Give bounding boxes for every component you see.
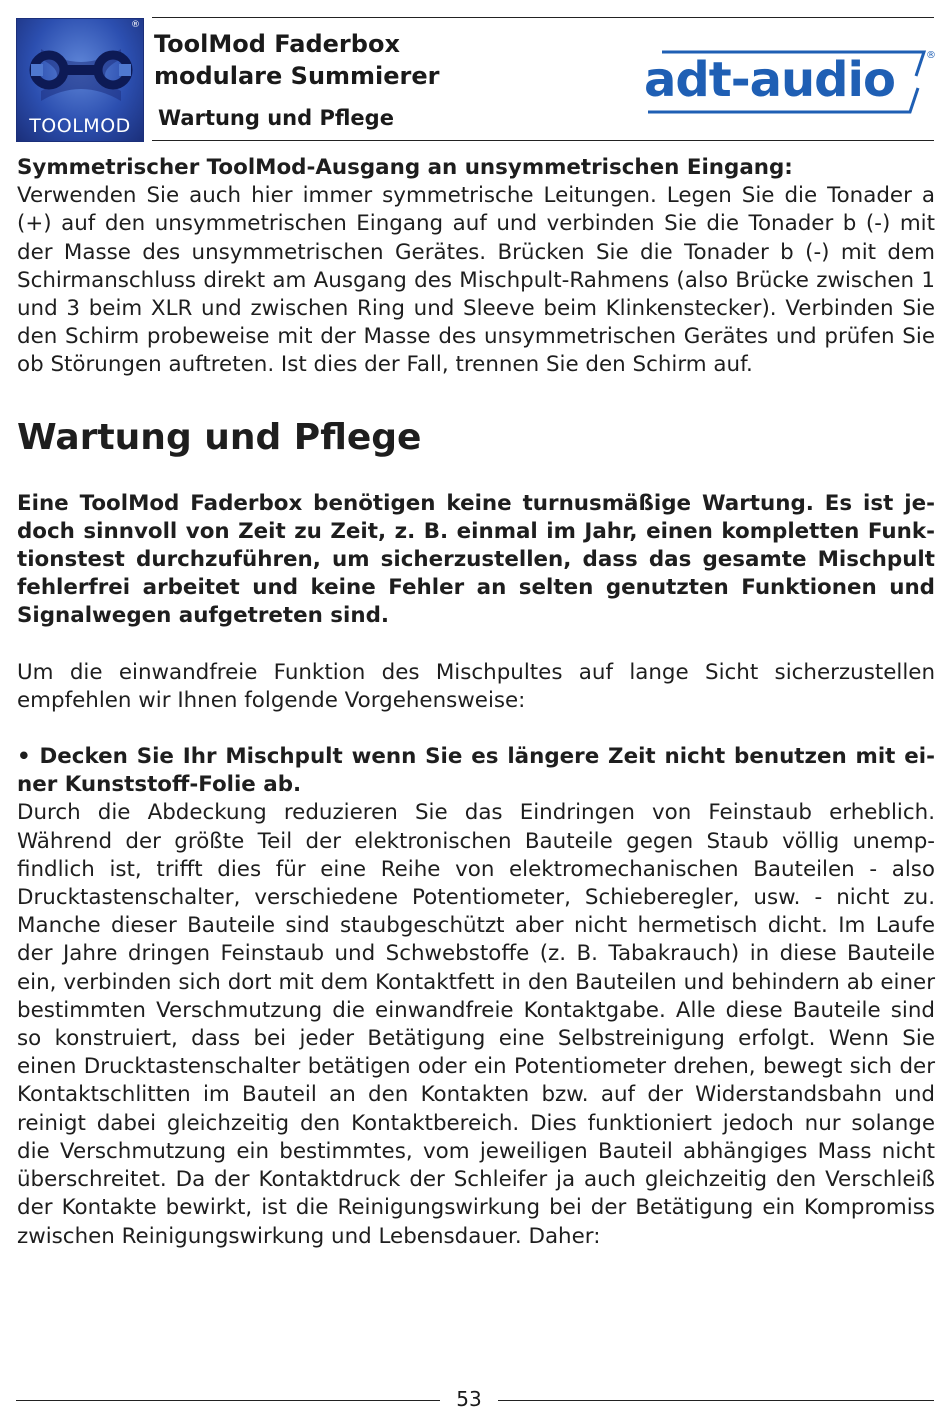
toolmod-registered-mark: ® — [131, 20, 140, 30]
toolmod-logo — [16, 18, 144, 142]
header-rule-top — [152, 17, 934, 18]
header-section-title: Wartung und Pflege — [158, 106, 394, 130]
sym-output-heading: Symmetrischer ToolMod-Ausgang an unsymmetrischen Eingang: — [17, 155, 793, 180]
cover-recommendation-paragraph: Durch die Abdeckung reduzieren Sie das Eindringen von Feinstaub erheblich. Während der größte Teil der elektronischen Bauteile gegen Staub völlig unempfindlich ist, trifft dies für eine Reihe von elektromechanischen Bauteilen - also Drucktastenschalter, verschiedene Potentiometer, Schieberegler, usw. - nicht zu. Manche dieser Bauteile sind staubgeschützt aber nicht hermetisch dicht. Im Laufe der Jahre dringen Feinstaub und Schwebstoffe (z. B. Tabakrauch) in diese Bauteile ein, verbinden sich dort mit dem Kontaktfett in den Bauteilen und behindern ab einer bestimmten Verschmutzung die einwandfreie Kontaktgabe. Alle diese Bauteile sind so konstruiert, dass bei jeder Betätigung eine Selbstreinigung erfolgt. Wenn Sie einen Drucktastenschalter betätigen oder ein Potentiometer drehen, bewegt sich der Kontaktschlitten im Bauteil an den Kontakten bzw. auf der Widerstandsbahn und reinigt dabei gleichzeitig den Kontaktbereich. Dies funktioniert jedoch nur solange die Verschmutzung ein bestimmtes, vom jeweiligen Bauteil abhängiges Mass nicht überschreitet. Da der Kontaktdruck der Schleifer ja auch gleichzeitig den Verschleiß der Kontakte bewirkt, ist die Reinigungswirkung bei der Betätigung ein Kompromiss zwischen Reinigungswirkung und Lebensdauer. Daher: — [17, 800, 935, 1249]
page-body — [17, 154, 935, 1251]
page-number: 53 — [456, 1387, 482, 1411]
toolmod-logo-text: TOOLMOD — [29, 115, 131, 137]
adt-audio-logo-text: adt-audio — [644, 52, 895, 108]
page-footer — [16, 1386, 934, 1414]
section-heading: Wartung und Pflege — [17, 416, 422, 458]
header-title-line2: modulare Summierer — [154, 62, 440, 90]
sym-output-paragraph: Verwenden Sie auch hier immer symmetrische Leitungen. Legen Sie die Tonader a (+) auf den unsymmetrischen Eingang auf und verbinden Sie die Tonader b (-) mit der Masse des unsymmetrischen Gerätes. Brücken Sie die Tonader b (-) mit dem Schirmanschluss direkt am Ausgang des Mischpult-Rahmens (also Brücke zwischen 1 und 3 beim XLR und zwischen Ring und Sleeve beim Klinkenstecker). Verbinden Sie den Schirm probeweise mit der Masse des unsymmetrischen Gerätes und prüfen Sie ob Störungen auftreten. Ist dies der Fall, trennen Sie den Schirm auf. — [17, 183, 935, 378]
header-title-line1: ToolMod Faderbox — [154, 30, 400, 58]
footer-rule-left — [16, 1400, 440, 1401]
maintenance-intro-text: Um die einwandfreie Funktion des Mischpultes auf lange Sicht sicherzustellen empfehlen wir Ihnen folgende Vorgehensweise: — [17, 659, 935, 713]
maintenance-intro-bold: Eine ToolMod Faderbox benötigen keine turnusmäßige Wartung. Es ist jedoch sinnvoll von Zeit zu Zeit, z. B. einmal im Jahr, einen kompletten Funktionstest durchzuführen, um sicherzustellen, dass das gesamte Mischpult fehlerfrei arbeitet und keine Fehler an selten genutzten Funktionen und Signalwegen aufgetreten sind. — [17, 490, 935, 629]
toolmod-wrench-icon — [27, 31, 135, 109]
adt-audio-logo — [638, 46, 938, 118]
cover-recommendation-bullet: • Decken Sie Ihr Mischpult wenn Sie es längere Zeit nicht benutzen mit einer Kunststoff-Folie ab. — [17, 744, 935, 798]
header-rule-bottom — [152, 140, 934, 141]
footer-rule-right — [498, 1400, 934, 1401]
page-header — [16, 14, 934, 142]
adt-audio-registered-mark: ® — [926, 50, 936, 61]
